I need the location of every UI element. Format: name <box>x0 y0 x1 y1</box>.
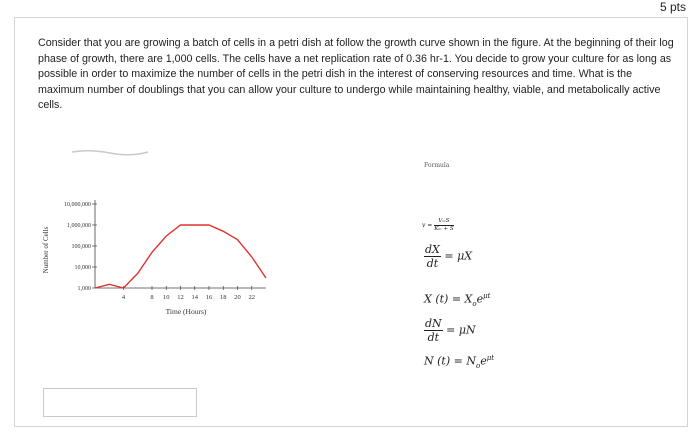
dx-dt-formula <box>424 243 472 270</box>
dn-rhs: = μN <box>446 323 476 337</box>
dx-rhs: = μX <box>444 249 473 263</box>
y-tick-label: 1,000 <box>77 286 91 292</box>
x-tick-label: 14 <box>191 294 198 301</box>
n-t-exp: μt <box>486 354 495 362</box>
x-t-lhs: X (t) = X <box>424 292 473 306</box>
x-t-formula <box>424 292 490 308</box>
points-label: 5 pts <box>659 0 686 14</box>
x-tick-label: 4 <box>121 294 126 301</box>
dn-numerator: dN <box>425 317 442 330</box>
faint-scribble <box>70 145 150 159</box>
y-tick-label: 1,000,000 <box>67 223 91 229</box>
y-tick-label: 10,000,000 <box>64 202 91 208</box>
y-tick-label: 100,000 <box>71 244 91 250</box>
x-tick-label: 12 <box>177 294 184 301</box>
n-t-lhs: N (t) = N <box>424 354 476 368</box>
x-tick-label: 20 <box>234 294 241 301</box>
growth-curve-line <box>95 225 266 288</box>
michaelis-lhs: v = <box>422 222 433 229</box>
x-t-sub: o <box>472 299 477 308</box>
x-t-exp: μt <box>483 292 491 300</box>
dx-numerator: dX <box>425 243 440 256</box>
dn-dt-formula <box>424 317 476 344</box>
chart-ticks <box>64 202 255 301</box>
x-tick-label: 8 <box>150 294 154 301</box>
x-t-e: e <box>476 292 484 306</box>
y-tick-label: 10,000 <box>74 265 91 271</box>
michaelis-denominator: Kₘ + S <box>434 226 454 232</box>
x-axis-label: Time (Hours) <box>165 307 207 316</box>
michaelis-menten-formula <box>422 218 454 233</box>
n-t-formula <box>424 354 494 370</box>
x-tick-label: 10 <box>163 294 170 301</box>
dx-denominator: dt <box>426 257 439 270</box>
growth-curve-chart <box>38 190 268 330</box>
question-text: Consider that you are growing a batch of cells in a petri dish at follow the growth curve shown in the figure. At the beginning of their log phase of growth, there are 1,000 cells. The cells have a net replication rate of 0.36 hr-1. You decide to grow your culture for as long as possible in order to maximize the number of cells in the petri dish in the interest of conserving resources and time. What is the maximum number of doublings that you can allow your culture to undergo while maintaining healthy, viable, and metabolically active cells. <box>38 37 674 111</box>
formula-heading: Formula <box>424 162 450 169</box>
dn-denominator: dt <box>427 331 440 344</box>
x-tick-label: 18 <box>220 294 227 301</box>
n-t-e: e <box>480 354 487 368</box>
michaelis-numerator: VₘS <box>434 218 453 226</box>
answer-input[interactable] <box>43 388 197 417</box>
n-t-sub: o <box>475 361 481 370</box>
y-axis-label: Number of Cells <box>42 226 50 274</box>
x-tick-label: 16 <box>205 294 213 301</box>
x-tick-label: 22 <box>248 294 255 301</box>
